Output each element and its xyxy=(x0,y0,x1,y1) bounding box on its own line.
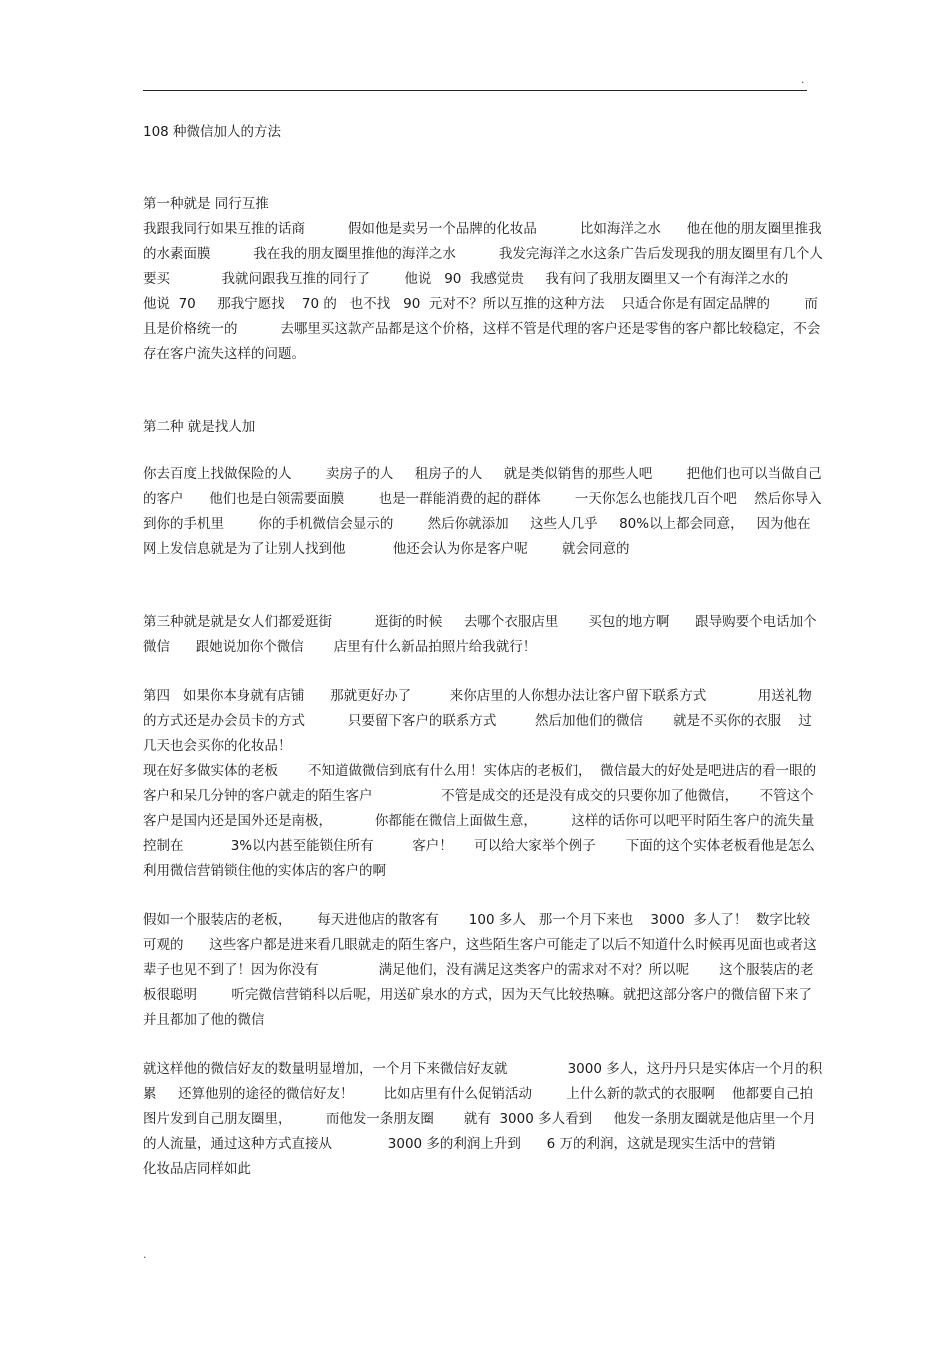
footer-dot: . xyxy=(143,1248,147,1261)
section-3 xyxy=(143,610,823,660)
section-4 xyxy=(143,684,823,884)
paragraph: 现在好多做实体的老板 不知道做微信到底有什么用！实体店的老板们， 微信最大的好处是吧进店的看一眼的客户和呆几分钟的客户就走的陌生客户 不管是成交的还是没有成交的只要你加了他微信， 不管这个客户是国内还是国外还是南极， 你都能在微信上面做生意， 这样的话你可以吧平时陌生客户的流失量控制在 3%以内甚至能锁住所有 客户！ 可以给大家举个例子 下面的这个实体老板看他是怎么利用微信营销锁住他的实体店的客户的啊 xyxy=(143,763,817,879)
section-5 xyxy=(143,908,872,1033)
paragraph: 就这样他的微信好友的数量明显增加，一个月下来微信好友就 3000 多人，这丹丹只是实体店一个月的积累 还算他别的途径的微信好友！ 比如店里有什么促销活动 上什么新的款式的衣服啊 他都要自己拍图片发到自己朋友圈里， 而他发一条朋友圈 就有 3000 多人看到 他发一条朋友圈就是他店里一个月的人流量，通过这种方式直接从 3000 多的利润上升到 6 万的利润，这就是现实生活中的营销 化妆品店同样如此 xyxy=(143,1061,823,1177)
paragraph: 你去百度上找做保险的人 卖房子的人 租房子的人 就是类似销售的那些人吧 把他们也可以当做自己的客户 他们也是白领需要面膜 也是一群能消费的起的群体 一天你怎么也能找几百个吧 然后你导入到你的手机里 你的手机微信会显示的 然后你就添加 这些人几乎 80%以上都会同意， 因为他在网上发信息就是为了让别人找到他 他还会认为你是客户呢 就会同意的 xyxy=(143,466,822,557)
section-heading: 第一种就是 同行互推 xyxy=(143,196,269,212)
paragraph: 我跟我同行如果互推的话商 假如他是卖另一个品牌的化妆品 比如海洋之水 他在他的朋友圈里推我的水素面膜 我在我的朋友圈里推他的海洋之水 我发完海洋之水这条广告后发现我的朋友圈里有几个人要买 我就问跟我互推的同行了 他说 90 我感觉贵 我有问了我朋友圈里又一个有海洋之水的 他说 70 那我宁愿找 70 的 也不找 90 元对不？所以互推的这种方法 只适合你是有固定品牌的 而且是价格统一的 去哪里买这款产品都是这个价格，这样不管是代理的客户还是零售的客户都比较稳定，不会存在客户流失这样的问题。 xyxy=(143,221,823,362)
paragraph: 第四 如果你本身就有店铺 那就更好办了 来你店里的人你想办法让客户留下联系方式 用送礼物的方式还是办会员卡的方式 只要留下客户的联系方式 然后加他们的微信 就是不买你的衣服 过几天也会买你的化妆品！ xyxy=(143,688,812,754)
section-heading: 第二种 就是找人加 xyxy=(143,419,256,435)
header-rule xyxy=(143,90,807,91)
document-body xyxy=(143,110,872,1182)
document-title: 108 种微信加人的方法 xyxy=(143,124,282,140)
section-1 xyxy=(143,192,823,367)
paragraph: 第三种就是就是女人们都爱逛街 逛街的时候 去哪个衣服店里 买包的地方啊 跟导购要个电话加个微信 跟她说加你个微信 店里有什么新品拍照片给我就行！ xyxy=(143,614,817,655)
header-dot: . xyxy=(801,73,805,86)
paragraph: 假如一个服装店的老板， 每天进他店的散客有 100 多人 那一个月下来也 3000 多人了！ 数字比较可观的 这些客户都是进来看几眼就走的陌生客户，这些陌生客户可能走了以后不知道什么时候再见面也或者这辈子也见不到了！因为你没有 满足他们，没有满足这类客户的需求对不对？所以呢 这个服装店的老板很聪明 听完微信营销科以后呢，用送矿泉水的方式，因为天气比较热嘛。就把这部分客户的微信留下来了 并且都加了他的微信 xyxy=(143,912,872,1028)
section-2 xyxy=(143,415,823,562)
section-6 xyxy=(143,1057,823,1182)
